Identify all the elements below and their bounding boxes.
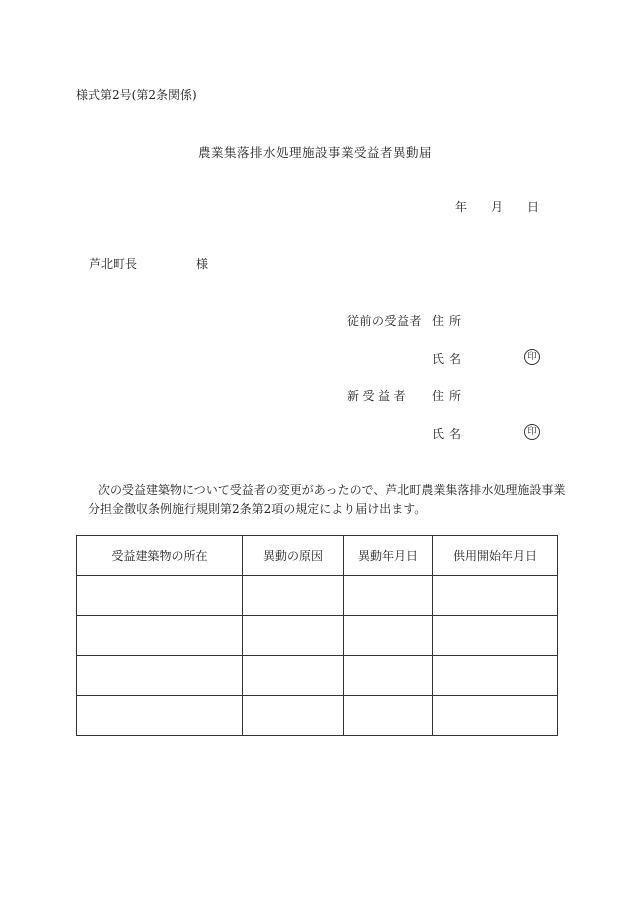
table-cell[interactable] — [243, 696, 344, 736]
column-header-service-start-date: 供用開始年月日 — [433, 536, 558, 576]
table-cell[interactable] — [77, 656, 243, 696]
table-cell[interactable] — [77, 576, 243, 616]
honorific: 様 — [196, 257, 209, 271]
date-day-label: 日 — [527, 200, 540, 214]
date-year-label: 年 — [455, 200, 468, 214]
new-address-label: 住所 — [432, 389, 467, 403]
table-row — [77, 656, 558, 696]
previous-name-label: 氏名 — [432, 352, 467, 366]
table-cell[interactable] — [344, 576, 433, 616]
table-row — [77, 576, 558, 616]
table-cell[interactable] — [344, 656, 433, 696]
table-cell[interactable] — [77, 696, 243, 736]
table-cell[interactable] — [77, 616, 243, 656]
table-row — [77, 696, 558, 736]
table-cell[interactable] — [243, 616, 344, 656]
column-header-location: 受益建築物の所在 — [77, 536, 243, 576]
form-number: 様式第2号(第2条関係) — [76, 88, 197, 102]
table-header-row — [77, 536, 558, 576]
table-cell[interactable] — [344, 696, 433, 736]
body-text: 次の受益建築物について受益者の変更があったので、芦北町農業集落排水処理施設事業分担金徴収条例施行規則第2条第2項の規定により届け出ます。 — [88, 483, 566, 516]
table-cell[interactable] — [433, 616, 558, 656]
table-cell[interactable] — [243, 656, 344, 696]
body-paragraph — [88, 481, 568, 519]
table-cell[interactable] — [433, 656, 558, 696]
table-cell[interactable] — [433, 696, 558, 736]
seal-mark: 印 — [524, 349, 540, 365]
date-month-label: 月 — [491, 200, 504, 214]
column-header-change-date: 異動年月日 — [344, 536, 433, 576]
previous-beneficiary-label: 従前の受益者 — [347, 314, 423, 328]
column-header-cause: 異動の原因 — [243, 536, 344, 576]
previous-address-label: 住所 — [432, 314, 467, 328]
new-beneficiary-label: 新受益者 — [347, 389, 410, 403]
seal-mark: 印 — [524, 424, 540, 440]
addressee: 芦北町長 — [89, 257, 138, 271]
table-cell[interactable] — [433, 576, 558, 616]
table-row — [77, 616, 558, 656]
new-name-label: 氏名 — [432, 427, 467, 441]
table-cell[interactable] — [344, 616, 433, 656]
document-title: 農業集落排水処理施設事業受益者異動届 — [197, 145, 432, 160]
table-cell[interactable] — [243, 576, 344, 616]
beneficiary-building-table — [76, 535, 558, 736]
